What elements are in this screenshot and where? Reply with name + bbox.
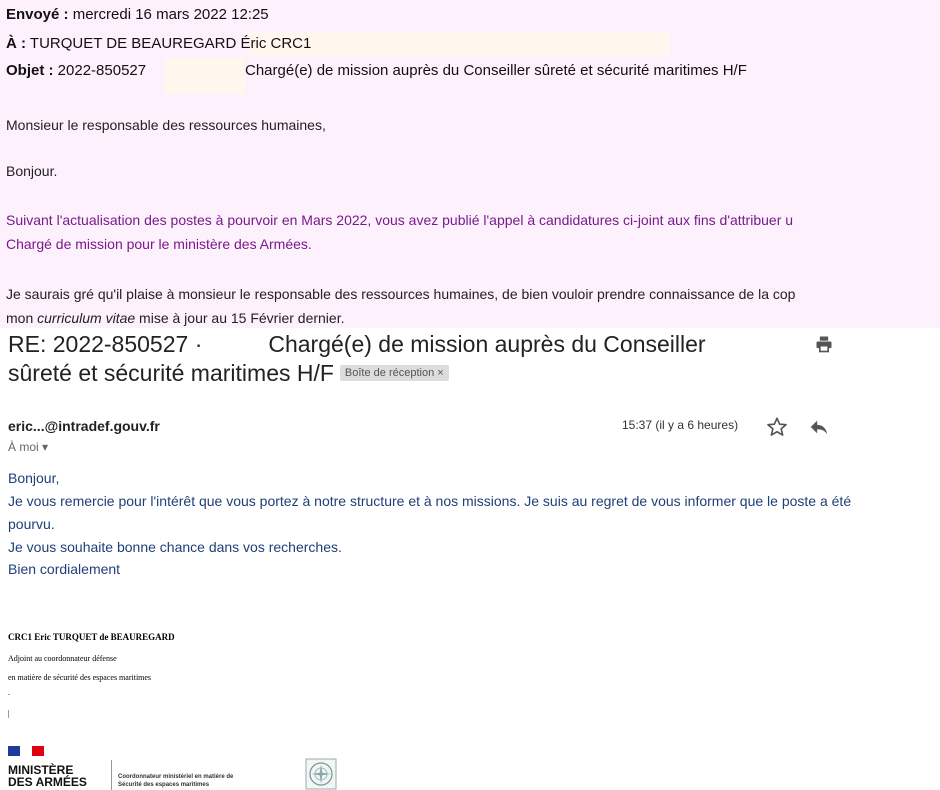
subject-prefix: RE: 2022-850527 · [8, 331, 203, 357]
reply-body-line: Bonjour, [8, 470, 60, 486]
to-label: À : [6, 35, 26, 52]
subject-title-part-2: sûreté et sécurité maritimes H/F [8, 360, 334, 386]
signature-dot: . [8, 688, 10, 697]
recipient-dropdown[interactable]: À moi ▾ [8, 440, 49, 454]
paragraph-1-line-2: Chargé de mission pour le ministère des Armées. [6, 236, 312, 252]
subject-title-part-1: Chargé(e) de mission auprès du Conseiller [268, 331, 706, 357]
sender-address[interactable]: eric...@intradef.gouv.fr [8, 418, 160, 434]
inbox-label-text: Boîte de réception [344, 366, 435, 379]
inbox-label-badge [340, 365, 449, 381]
paragraph-2-line-2 [6, 310, 344, 326]
paragraph-2-text-b: mise à jour au 15 Février dernier. [135, 310, 345, 326]
reply-icon[interactable] [808, 416, 830, 438]
print-icon[interactable] [814, 334, 834, 354]
sent-value: mercredi 16 mars 2022 12:25 [72, 6, 269, 23]
ministry-name: MINISTÈRE DES ARMÉES [8, 763, 87, 789]
reply-body-line: Je vous souhaite bonne chance dans vos recherches. [8, 539, 342, 555]
reply-body-line: Bien cordialement [8, 561, 121, 577]
logo-divider [111, 760, 112, 790]
signature-role-line-2: en matière de sécurité des espaces maritimes [8, 673, 152, 682]
coordinator-text: Coordonnateur ministériel en matière de Sécurité des espaces maritimes [118, 774, 234, 788]
subject-label: Objet : [6, 62, 54, 79]
salutation: Monsieur le responsable des ressources humaines, [6, 117, 326, 133]
french-flag-icon [8, 744, 46, 758]
paragraph-2-emphasis: curriculum vitae [37, 310, 136, 326]
text-highlight [164, 58, 246, 94]
reply-body-line: pourvu. [8, 516, 55, 532]
subject-ref: 2022-850527 [57, 62, 147, 79]
signature-name: CRC1 Eric TURQUET de BEAUREGARD [8, 632, 175, 642]
to-value: TURQUET DE BEAUREGARD Éric CRC1 [29, 35, 312, 52]
remove-label-icon[interactable]: × [437, 366, 444, 379]
paragraph-2-line-1: Je saurais gré qu'il plaise à monsieur le responsable des ressources humaines, de bien vouloir prendre connaissance de la cop [6, 286, 796, 302]
greeting: Bonjour. [6, 163, 58, 179]
reply-subject [8, 330, 788, 388]
subject-title: Chargé(e) de mission auprès du Conseiller sûreté et sécurité maritimes H/F [245, 62, 747, 79]
quoted-original-message [0, 0, 940, 328]
to-header [6, 35, 311, 52]
sent-label: Envoyé : [6, 6, 69, 23]
signature-role-line-1: Adjoint au coordonnateur défense [8, 654, 117, 663]
paragraph-1-line-1: Suivant l'actualisation des postes à pourvoir en Mars 2022, vous avez publié l'appel à candidatures ci-joint aux fins d'attribuer u [6, 212, 794, 228]
star-icon[interactable] [766, 416, 788, 438]
subject-header [6, 62, 146, 79]
paragraph-2-text-a: mon [6, 310, 38, 326]
signature-bar: | [8, 709, 10, 718]
reply-body-line: Je vous remercie pour l'intérêt que vous portez à notre structure et à nos missions. Je suis au regret de vous informer que le poste a été [8, 493, 852, 509]
compass-emblem-icon [305, 758, 337, 790]
message-timestamp: 15:37 (il y a 6 heures) [622, 418, 739, 432]
sent-header [6, 6, 269, 23]
